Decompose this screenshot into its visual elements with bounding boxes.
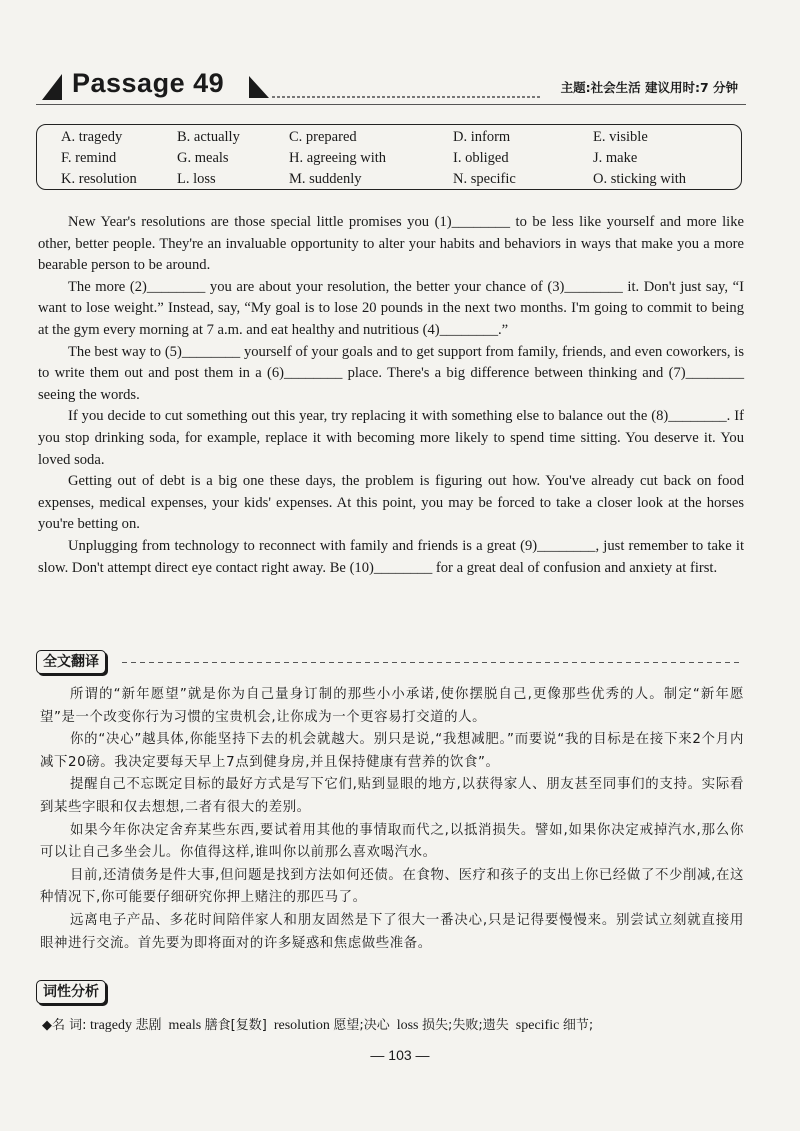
topic-label: 主题:社会生活 建议用时:7 分钟 bbox=[560, 80, 738, 95]
option-o: O. sticking with bbox=[593, 171, 687, 187]
entry-meaning: 悲剧 bbox=[135, 1018, 162, 1033]
noun-label: ◆名 词: bbox=[42, 1018, 87, 1033]
option-e: E. visible bbox=[593, 129, 648, 145]
passage-paragraph-3: The best way to (5)________ yourself of your goals and to get support from family, friends, and even coworkers, is to write them out and post them in a (6)________ place. There's a big difference between thinking and (7)________ seeing the words. bbox=[38, 343, 744, 403]
option-d: D. inform bbox=[453, 129, 511, 145]
entry-meaning: 愿望;决心 bbox=[333, 1018, 390, 1033]
entry-word: loss bbox=[396, 1018, 419, 1033]
passage-header bbox=[36, 66, 746, 106]
analysis-heading: 词性分析 bbox=[36, 980, 106, 1004]
passage-title: Passage 49 bbox=[72, 68, 225, 98]
option-g: G. meals bbox=[177, 150, 229, 166]
translation-paragraph-1: 所谓的“新年愿望”就是你为自己量身订制的那些小小承诺,使你摆脱自己,更像那些优秀的人。制定“新年愿望”是一个改变你行为习惯的宝贵机会,让你成为一个更容易打交道的人。 bbox=[40, 687, 744, 725]
passage-paragraph-6: Unplugging from technology to reconnect with family and friends is a great (9)________, just remember to take it slow. Don't attempt direct eye contact right away. Be (10)________ for a great deal of confusion and anxiety at first. bbox=[38, 537, 744, 576]
page-number: — 103 — bbox=[370, 1047, 430, 1063]
entry-meaning: 膳食[复数] bbox=[204, 1018, 267, 1033]
passage-paragraph-4: If you decide to cut something out this year, try replacing it with something else to balance out the (8)________. If you stop drinking soda, for example, replace it with becoming more likely to spend time sitting. You deserve it. You loved soda. bbox=[38, 408, 744, 468]
header-decoration-line bbox=[272, 96, 542, 98]
entry-meaning: 损失;失败;遗失 bbox=[422, 1018, 509, 1033]
option-a: A. tragedy bbox=[61, 129, 123, 145]
passage-paragraph-2: The more (2)________ you are about your resolution, the better your chance of (3)________ it. Don't just say, “I want to lose weight.” Instead, say, “My goal is to lose 20 pounds in the next two months. I'm going to commit to being at the gym every morning at 7 a.m. and eat healthy and nutritious (4)________.” bbox=[38, 278, 744, 338]
option-m: M. suddenly bbox=[289, 171, 362, 187]
option-k: K. resolution bbox=[61, 171, 137, 187]
triangle-left-icon bbox=[42, 74, 62, 100]
translation-paragraph-5: 目前,还清债务是件大事,但问题是找到方法如何还债。在食物、医疗和孩子的支出上你已经做了不少削减,在这种情况下,你可能要仔细研究你押上赌注的那匹马了。 bbox=[40, 867, 744, 906]
option-j: J. make bbox=[593, 150, 638, 166]
header-rule bbox=[36, 104, 746, 105]
translation-body bbox=[40, 684, 744, 955]
entry-meaning: 细节; bbox=[562, 1018, 594, 1033]
option-l: L. loss bbox=[177, 171, 216, 187]
triangle-right-icon bbox=[249, 76, 269, 98]
option-h: H. agreeing with bbox=[289, 150, 387, 166]
option-c: C. prepared bbox=[289, 129, 357, 145]
translation-heading: 全文翻译 bbox=[36, 650, 106, 674]
passage-body bbox=[38, 212, 744, 579]
translation-section-header bbox=[36, 650, 746, 674]
part-of-speech-line bbox=[42, 1014, 762, 1034]
entry-word: specific bbox=[515, 1018, 560, 1033]
option-i: I. obliged bbox=[453, 150, 509, 166]
word-bank bbox=[36, 124, 742, 190]
translation-paragraph-2: 你的“决心”越具体,你能坚持下去的机会就越大。别只是说,“我想减肥。”而要说“我的目标是在接下来2个月内减下20磅。我决定要每天早上7点到健身房,并且保持健康有营养的饮食”。 bbox=[40, 732, 744, 770]
entry-word: tragedy bbox=[90, 1018, 132, 1033]
option-b: B. actually bbox=[177, 129, 240, 145]
option-f: F. remind bbox=[61, 150, 117, 166]
dashed-divider bbox=[122, 662, 742, 663]
entry-word: resolution bbox=[273, 1018, 330, 1033]
translation-paragraph-6: 远离电子产品、多花时间陪伴家人和朋友固然是下了很大一番决心,只是记得要慢慢来。别尝试立刻就直接用眼神进行交流。首先要为即将面对的许多疑惑和焦虑做些准备。 bbox=[40, 912, 744, 951]
analysis-section-header bbox=[36, 980, 136, 1004]
translation-paragraph-3: 提醒自己不忘既定目标的最好方式是写下它们,贴到显眼的地方,以获得家人、朋友甚至同事们的支持。实际看到某些字眼和仅去想想,二者有很大的差别。 bbox=[40, 777, 744, 815]
translation-paragraph-4: 如果今年你决定舍弃某些东西,要试着用其他的事情取而代之,以抵消损失。譬如,如果你决定戒掉汽水,那么你可以让自己多坐会儿。你值得这样,谁叫你以前那么喜欢喝汽水。 bbox=[40, 822, 744, 861]
passage-paragraph-5: Getting out of debt is a big one these days, the problem is figuring out how. You've already cut back on food expenses, medical expenses, your kids' expenses. At this point, you may be forced to take a closer look at the horses you're betting on. bbox=[38, 473, 744, 533]
passage-paragraph-1: New Year's resolutions are those special little promises you (1)________ to be less like yourself and more like other, better people. They're an invaluable opportunity to alter your habits and behaviors in ways that make you a more bearable person to be around. bbox=[38, 214, 744, 274]
option-n: N. specific bbox=[453, 171, 516, 187]
entry-word: meals bbox=[168, 1018, 202, 1033]
